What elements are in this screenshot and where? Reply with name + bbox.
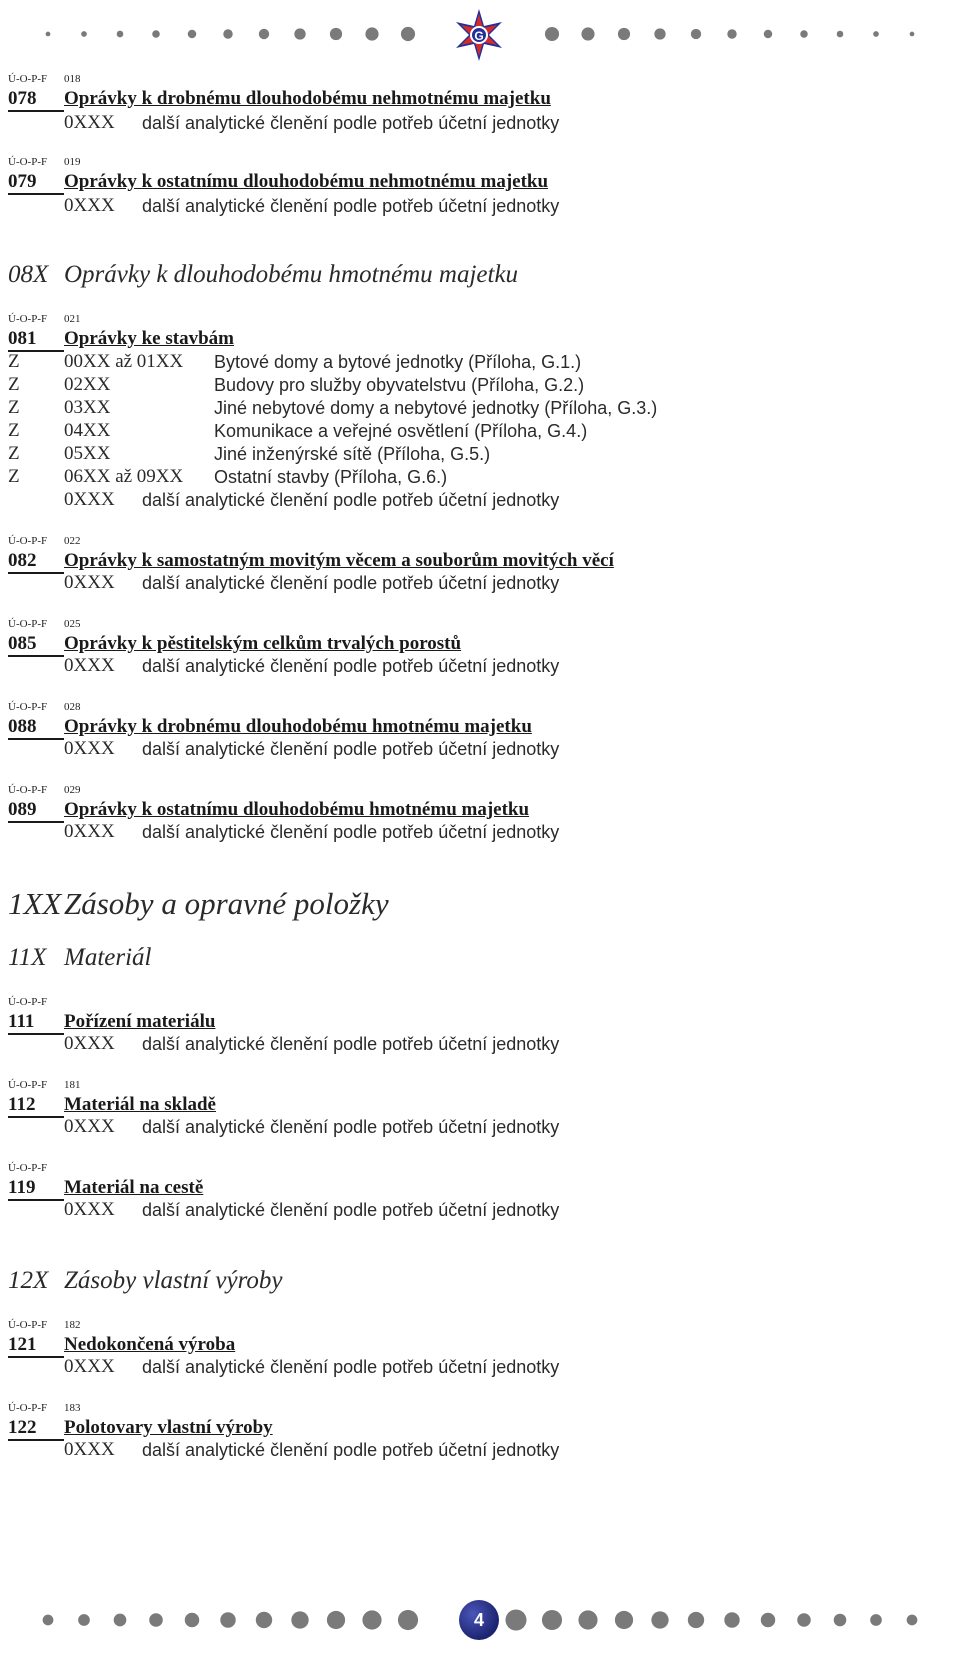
uopf-label: Ú-O-P-F <box>8 535 48 547</box>
ref-number: 019 <box>64 156 81 168</box>
account-code: 079 <box>8 171 37 192</box>
decorative-dot <box>727 29 736 38</box>
decorative-dot <box>78 1614 90 1626</box>
z-text: Jiné inženýrské sítě (Příloha, G.5.) <box>214 444 491 464</box>
z-flag: Z <box>8 466 20 487</box>
uopf-label: Ú-O-P-F <box>8 313 48 325</box>
z-flag: Z <box>8 443 20 464</box>
class-title: Zásoby a opravné položky <box>64 886 389 921</box>
decorative-dot <box>615 1611 633 1629</box>
decorative-dot <box>188 30 197 39</box>
uopf-label: Ú-O-P-F <box>8 1079 48 1091</box>
ref-number: 183 <box>64 1402 81 1414</box>
code-underline <box>8 1356 64 1358</box>
decorative-dot <box>327 1611 345 1629</box>
account-code: 078 <box>8 88 37 109</box>
z-code: 06XX až 09XX <box>64 466 184 487</box>
code-underline <box>8 655 64 657</box>
analytic-text: další analytické členění podle potřeb účetní jednotky <box>142 1440 560 1460</box>
z-flag: Z <box>8 420 20 441</box>
z-flag: Z <box>8 351 20 372</box>
analytic-code: 0XXX <box>64 489 115 510</box>
uopf-label: Ú-O-P-F <box>8 156 48 168</box>
decorative-dot <box>362 1610 381 1629</box>
page-number-badge: 4 <box>459 1600 499 1640</box>
ref-number: 022 <box>64 535 81 547</box>
code-underline <box>8 1033 64 1035</box>
analytic-text: další analytické členění podle potřeb účetní jednotky <box>142 1034 560 1054</box>
analytic-code: 0XXX <box>64 1033 115 1054</box>
account-code: 119 <box>8 1177 36 1198</box>
account-title: Oprávky k ostatnímu dlouhodobému hmotnému majetku <box>64 799 530 820</box>
analytic-code: 0XXX <box>64 1199 115 1220</box>
ref-number: 025 <box>64 618 81 630</box>
decorative-dot <box>618 28 630 40</box>
decorative-dot <box>81 31 87 37</box>
ref-number: 029 <box>64 784 81 796</box>
decorative-dot <box>294 28 305 39</box>
analytic-text: další analytické členění podle potřeb účetní jednotky <box>142 1200 560 1220</box>
ref-number: 021 <box>64 313 81 325</box>
group-title: Materiál <box>64 944 152 971</box>
uopf-label: Ú-O-P-F <box>8 1402 48 1414</box>
z-flag: Z <box>8 397 20 418</box>
decorative-dot <box>761 1613 775 1627</box>
account-code: 089 <box>8 799 37 820</box>
decorative-dot <box>837 31 844 38</box>
analytic-text: další analytické členění podle potřeb účetní jednotky <box>142 196 560 216</box>
decorative-dot <box>220 1612 235 1627</box>
decorative-dot <box>223 29 232 38</box>
z-code: 03XX <box>64 397 111 418</box>
group-title: Zásoby vlastní výroby <box>64 1267 283 1294</box>
company-logo <box>452 8 506 62</box>
code-underline <box>8 738 64 740</box>
z-flag: Z <box>8 374 20 395</box>
group-code: 11X <box>8 944 47 971</box>
ref-number: 028 <box>64 701 81 713</box>
decorative-dot <box>46 32 51 37</box>
decorative-dot <box>259 29 269 39</box>
analytic-text: další analytické členění podle potřeb účetní jednotky <box>142 490 560 510</box>
decorative-dot <box>797 1613 811 1627</box>
decorative-dot <box>114 1614 127 1627</box>
decorative-dot <box>149 1613 163 1627</box>
analytic-text: další analytické členění podle potřeb účetní jednotky <box>142 1117 560 1137</box>
code-underline <box>8 1199 64 1201</box>
logo-letter: G <box>474 29 484 43</box>
decorative-dot <box>330 28 342 40</box>
account-title: Pořízení materiálu <box>64 1011 216 1032</box>
account-code: 082 <box>8 550 37 571</box>
analytic-code: 0XXX <box>64 195 115 216</box>
account-code: 121 <box>8 1334 37 1355</box>
decorative-dot <box>691 29 701 39</box>
z-code: 02XX <box>64 374 111 395</box>
account-code: 081 <box>8 328 37 349</box>
analytic-text: další analytické členění podle potřeb účetní jednotky <box>142 113 560 133</box>
ref-number: 182 <box>64 1319 81 1331</box>
uopf-label: Ú-O-P-F <box>8 996 48 1008</box>
account-code: 112 <box>8 1094 36 1115</box>
code-underline <box>8 821 64 823</box>
decorative-dot <box>401 27 415 41</box>
decorative-dot <box>365 27 378 40</box>
account-title: Materiál na skladě <box>64 1094 216 1115</box>
account-code: 111 <box>8 1011 35 1032</box>
decorative-dot <box>834 1614 847 1627</box>
analytic-code: 0XXX <box>64 1439 115 1460</box>
z-text: Bytové domy a bytové jednotky (Příloha, G.1.) <box>214 352 582 372</box>
decorative-dot <box>764 30 772 38</box>
analytic-code: 0XXX <box>64 1116 115 1137</box>
analytic-code: 0XXX <box>64 738 115 759</box>
z-text: Budovy pro služby obyvatelstvu (Příloha, G.2.) <box>214 375 585 395</box>
account-code: 085 <box>8 633 37 654</box>
z-code: 00XX až 01XX <box>64 351 184 372</box>
account-title: Nedokončená výroba <box>64 1334 236 1355</box>
group-code: 12X <box>8 1267 49 1294</box>
analytic-text: další analytické členění podle potřeb účetní jednotky <box>142 822 560 842</box>
decorative-dot <box>907 1615 918 1626</box>
analytic-code: 0XXX <box>64 655 115 676</box>
account-title: Oprávky k drobnému dlouhodobému hmotnému majetku <box>64 716 532 737</box>
code-underline <box>8 1116 64 1118</box>
decorative-dot <box>581 27 594 40</box>
code-underline <box>8 1439 64 1441</box>
decorative-dot <box>117 31 124 38</box>
analytic-code: 0XXX <box>64 1356 115 1377</box>
decorative-dot <box>800 30 808 38</box>
analytic-code: 0XXX <box>64 821 115 842</box>
account-title: Polotovary vlastní výroby <box>64 1417 273 1438</box>
decorative-dot <box>545 27 559 41</box>
account-title: Oprávky ke stavbám <box>64 328 234 349</box>
account-title: Oprávky k ostatnímu dlouhodobému nehmotnému majetku <box>64 171 549 192</box>
z-code: 04XX <box>64 420 111 441</box>
decorative-dot <box>256 1612 272 1628</box>
decorative-dot <box>578 1610 597 1629</box>
decorative-dot <box>724 1612 739 1627</box>
decorative-dot <box>542 1610 562 1630</box>
account-title: Oprávky k pěstitelským celkům trvalých porostů <box>64 633 462 654</box>
z-text: Jiné nebytové domy a nebytové jednotky (Příloha, G.3.) <box>214 398 658 418</box>
decorative-dot <box>43 1615 54 1626</box>
code-underline <box>8 572 64 574</box>
decorative-dot <box>291 1611 308 1628</box>
analytic-text: další analytické členění podle potřeb účetní jednotky <box>142 656 560 676</box>
decorative-dot <box>873 31 879 37</box>
class-code: 1XX <box>8 886 62 921</box>
uopf-label: Ú-O-P-F <box>8 701 48 713</box>
group-title: Oprávky k dlouhodobému hmotnému majetku <box>64 261 519 288</box>
account-title: Oprávky k drobnému dlouhodobému nehmotnému majetku <box>64 88 551 109</box>
code-underline <box>8 193 64 195</box>
uopf-label: Ú-O-P-F <box>8 618 48 630</box>
decorative-dot <box>910 32 915 37</box>
account-code: 088 <box>8 716 37 737</box>
analytic-code: 0XXX <box>64 572 115 593</box>
uopf-label: Ú-O-P-F <box>8 73 48 85</box>
analytic-text: další analytické členění podle potřeb účetní jednotky <box>142 739 560 759</box>
uopf-label: Ú-O-P-F <box>8 784 48 796</box>
account-code: 122 <box>8 1417 37 1438</box>
ref-number: 181 <box>64 1079 81 1091</box>
uopf-label: Ú-O-P-F <box>8 1319 48 1331</box>
uopf-label: Ú-O-P-F <box>8 1162 48 1174</box>
decorative-dot <box>505 1609 526 1630</box>
account-title: Materiál na cestě <box>64 1177 204 1198</box>
decorative-dot <box>185 1613 200 1628</box>
z-code: 05XX <box>64 443 111 464</box>
analytic-text: další analytické členění podle potřeb účetní jednotky <box>142 573 560 593</box>
group-code: 08X <box>8 261 49 288</box>
ref-number: 018 <box>64 73 81 85</box>
account-title: Oprávky k samostatným movitým věcem a souborům movitých věcí <box>64 550 614 571</box>
analytic-code: 0XXX <box>64 112 115 133</box>
decorative-dot <box>688 1612 704 1628</box>
decorative-dot <box>654 28 665 39</box>
analytic-text: další analytické členění podle potřeb účetní jednotky <box>142 1357 560 1377</box>
z-text: Ostatní stavby (Příloha, G.6.) <box>214 467 448 487</box>
code-underline <box>8 110 64 112</box>
z-text: Komunikace a veřejné osvětlení (Příloha, G.4.) <box>214 421 588 441</box>
decorative-dot <box>651 1611 668 1628</box>
decorative-dot <box>870 1614 882 1626</box>
decorative-dot <box>152 30 160 38</box>
decorative-dot <box>398 1610 418 1630</box>
